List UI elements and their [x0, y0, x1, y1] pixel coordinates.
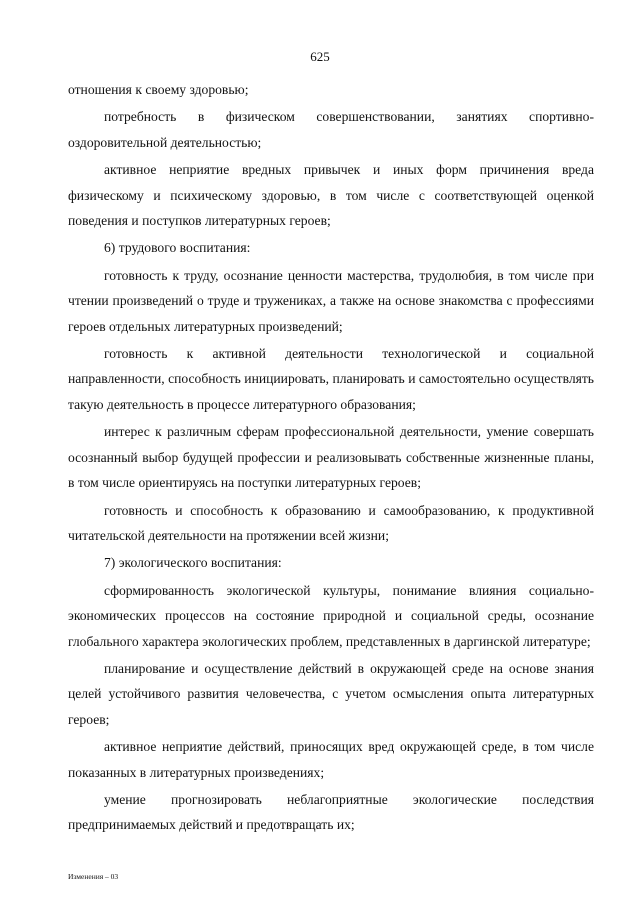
paragraph: готовность к активной деятельности технологической и социальной направленности, способность инициировать, планировать и самостоятельно осуществлять такую деятельность в процессе литературного образования; — [68, 346, 594, 412]
page-number: 625 — [310, 49, 330, 64]
paragraph: отношения к своему здоровью; — [68, 82, 249, 97]
paragraph: планирование и осуществление действий в окружающей среде на основе знания целей устойчивого развития человечества, с учетом осмысления опыта литературных героев; — [68, 660, 594, 727]
paragraph: активное неприятие действий, приносящих вред окружающей среде, в том числе показанных в литературных произведениях; — [68, 739, 594, 780]
paragraph: готовность к труду, осознание ценности мастерства, трудолюбия, в том числе при чтении произведений о труде и тружениках, а также на основе знакомства с профессиями героев отдельных литературных произведений; — [68, 267, 594, 334]
section-heading: 7) экологического воспитания: — [104, 555, 282, 571]
section-heading: 6) трудового воспитания: — [104, 240, 251, 256]
paragraph: интерес к различным сферам профессиональной деятельности, умение совершать осознанный выбор будущей профессии и реализовывать собственные жизненные планы, в том числе ориентируясь на поступки литературных героев; — [68, 424, 594, 491]
document-body — [68, 77, 594, 840]
paragraph: умение прогнозировать неблагоприятные экологические последствия предпринимаемых действий и предотвращать их; — [68, 791, 594, 833]
paragraph: сформированность экологической культуры, понимание влияния социально-экономических процессов на состояние природной и социальной среды, осознание глобального характера экологических проблем, представленных в даргинской литературе; — [68, 582, 594, 649]
paragraph: активное неприятие вредных привычек и иных форм причинения вреда физическому и психическому здоровью, в том числе с соответствующей оценкой поведения и поступков литературных героев; — [68, 162, 594, 229]
paragraph: готовность и способность к образованию и самообразованию, к продуктивной читательской деятельности на протяжении всей жизни; — [68, 502, 594, 543]
revision-footer: Изменения – 03 — [68, 872, 119, 881]
paragraph: потребность в физическом совершенствовании, занятиях спортивно-оздоровительной деятельностью; — [68, 109, 594, 150]
